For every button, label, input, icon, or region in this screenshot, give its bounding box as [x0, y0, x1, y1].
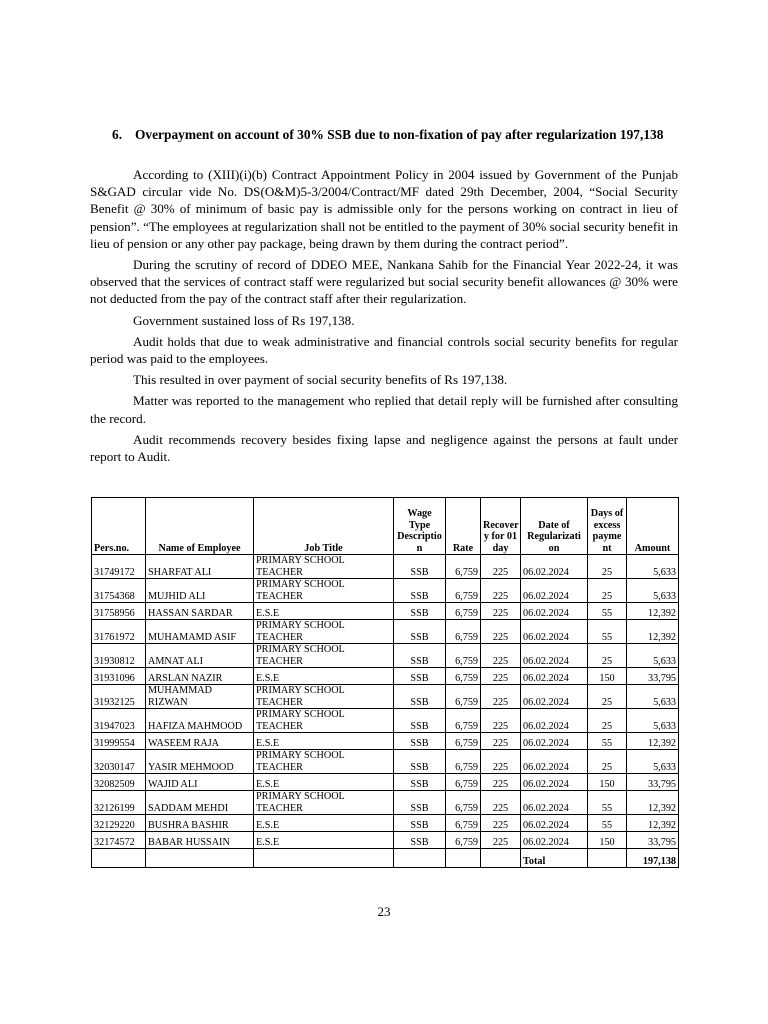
cell-wage-type: SSB — [394, 603, 446, 620]
cell-rate: 6,759 — [446, 668, 481, 685]
section-heading — [90, 127, 678, 143]
cell-rate: 6,759 — [446, 579, 481, 603]
cell-days: 25 — [588, 709, 627, 733]
table-total-row — [92, 849, 679, 868]
table-row — [92, 685, 679, 709]
cell-rate: 6,759 — [446, 603, 481, 620]
empty-cell — [92, 849, 146, 868]
paragraph-policy: According to (XIII)(i)(b) Contract Appointment Policy in 2004 issued by Government of the Punjab S&GAD circular vide No. DS(O&M)5-3/2004/Contract/MF dated 29th December, 2004, “Social Security Benefit @ 30% of minimum of basic pay is admissible only for the persons working on contract in lieu of pension”. “The employees at regularization shall not be entitled to the payment of 30% social security benefit in lieu of pension or any other pay package, being drawn by them during the contract period”. — [90, 167, 678, 251]
cell-name: MUHAMAMD ASIF — [146, 620, 254, 644]
cell-job-title: PRIMARY SCHOOL TEACHER — [254, 791, 394, 815]
cell-amount: 12,392 — [627, 791, 679, 815]
cell-rate: 6,759 — [446, 555, 481, 579]
cell-recovery: 225 — [481, 815, 521, 832]
section-title: Overpayment on account of 30% SSB due to non-fixation of pay after regularization 197,138 — [135, 127, 664, 142]
cell-date: 06.02.2024 — [521, 603, 588, 620]
cell-days: 25 — [588, 685, 627, 709]
cell-date: 06.02.2024 — [521, 709, 588, 733]
cell-job-title: PRIMARY SCHOOL TEACHER — [254, 644, 394, 668]
cell-date: 06.02.2024 — [521, 774, 588, 791]
cell-date: 06.02.2024 — [521, 750, 588, 774]
header-wage-type: Wage Type Descriptio n — [394, 498, 446, 555]
cell-name: SADDAM MEHDI — [146, 791, 254, 815]
cell-days: 150 — [588, 668, 627, 685]
table-row — [92, 668, 679, 685]
cell-job-title: E.S.E — [254, 733, 394, 750]
cell-job-title: E.S.E — [254, 774, 394, 791]
cell-pers-no: 31761972 — [92, 620, 146, 644]
header-date: Date of Regularizati on — [521, 498, 588, 555]
header-name: Name of Employee — [146, 498, 254, 555]
cell-date: 06.02.2024 — [521, 644, 588, 668]
overpayment-table — [91, 497, 679, 868]
cell-wage-type: SSB — [394, 555, 446, 579]
cell-days: 150 — [588, 774, 627, 791]
cell-pers-no: 32129220 — [92, 815, 146, 832]
cell-amount: 5,633 — [627, 685, 679, 709]
cell-rate: 6,759 — [446, 620, 481, 644]
cell-recovery: 225 — [481, 791, 521, 815]
cell-pers-no: 31754368 — [92, 579, 146, 603]
cell-days: 55 — [588, 733, 627, 750]
cell-name: HAFIZA MAHMOOD — [146, 709, 254, 733]
cell-recovery: 225 — [481, 555, 521, 579]
cell-job-title: PRIMARY SCHOOL TEACHER — [254, 685, 394, 709]
cell-recovery: 225 — [481, 832, 521, 849]
cell-days: 25 — [588, 555, 627, 579]
cell-rate: 6,759 — [446, 750, 481, 774]
table-row — [92, 791, 679, 815]
cell-days: 55 — [588, 603, 627, 620]
cell-pers-no: 31932125 — [92, 685, 146, 709]
header-rate: Rate — [446, 498, 481, 555]
cell-amount: 5,633 — [627, 555, 679, 579]
cell-date: 06.02.2024 — [521, 832, 588, 849]
cell-name: BUSHRA BASHIR — [146, 815, 254, 832]
table-row — [92, 832, 679, 849]
cell-wage-type: SSB — [394, 579, 446, 603]
cell-pers-no: 31930812 — [92, 644, 146, 668]
cell-recovery: 225 — [481, 579, 521, 603]
cell-amount: 33,795 — [627, 832, 679, 849]
empty-cell — [446, 849, 481, 868]
cell-amount: 33,795 — [627, 668, 679, 685]
paragraph-recommendation: Audit recommends recovery besides fixing lapse and negligence against the persons at fault under report to Audit. — [90, 431, 678, 465]
cell-pers-no: 32030147 — [92, 750, 146, 774]
cell-date: 06.02.2024 — [521, 685, 588, 709]
cell-recovery: 225 — [481, 750, 521, 774]
cell-pers-no: 31931096 — [92, 668, 146, 685]
cell-name: WASEEM RAJA — [146, 733, 254, 750]
cell-job-title: E.S.E — [254, 668, 394, 685]
cell-amount: 12,392 — [627, 815, 679, 832]
cell-pers-no: 31758956 — [92, 603, 146, 620]
cell-job-title: PRIMARY SCHOOL TEACHER — [254, 555, 394, 579]
cell-recovery: 225 — [481, 733, 521, 750]
table-row — [92, 555, 679, 579]
cell-wage-type: SSB — [394, 733, 446, 750]
cell-rate: 6,759 — [446, 709, 481, 733]
table-body — [92, 555, 679, 868]
cell-pers-no: 32174572 — [92, 832, 146, 849]
cell-job-title: PRIMARY SCHOOL TEACHER — [254, 709, 394, 733]
cell-pers-no: 32082509 — [92, 774, 146, 791]
cell-rate: 6,759 — [446, 815, 481, 832]
cell-days: 25 — [588, 750, 627, 774]
header-pers-no: Pers.no. — [92, 498, 146, 555]
table-row — [92, 815, 679, 832]
cell-name: SHARFAT ALI — [146, 555, 254, 579]
cell-name: MUHAMMAD RIZWAN — [146, 685, 254, 709]
cell-rate: 6,759 — [446, 733, 481, 750]
cell-recovery: 225 — [481, 620, 521, 644]
cell-wage-type: SSB — [394, 685, 446, 709]
paragraph-result: This resulted in over payment of social security benefits of Rs 197,138. — [133, 372, 508, 388]
cell-pers-no: 32126199 — [92, 791, 146, 815]
table-header-row — [92, 498, 679, 555]
cell-days: 25 — [588, 644, 627, 668]
cell-days: 25 — [588, 579, 627, 603]
cell-amount: 5,633 — [627, 750, 679, 774]
header-days: Days of excess payme nt — [588, 498, 627, 555]
cell-date: 06.02.2024 — [521, 579, 588, 603]
table-row — [92, 750, 679, 774]
paragraph-loss: Government sustained loss of Rs 197,138. — [133, 312, 355, 328]
cell-amount: 5,633 — [627, 709, 679, 733]
cell-wage-type: SSB — [394, 815, 446, 832]
cell-wage-type: SSB — [394, 774, 446, 791]
empty-cell — [254, 849, 394, 868]
table-row — [92, 709, 679, 733]
cell-amount: 12,392 — [627, 620, 679, 644]
empty-cell — [481, 849, 521, 868]
header-job-title: Job Title — [254, 498, 394, 555]
cell-date: 06.02.2024 — [521, 620, 588, 644]
cell-date: 06.02.2024 — [521, 791, 588, 815]
cell-date: 06.02.2024 — [521, 733, 588, 750]
cell-days: 150 — [588, 832, 627, 849]
page-number: 23 — [377, 904, 391, 919]
table-row — [92, 733, 679, 750]
paragraph-audit-holds: Audit holds that due to weak administrative and financial controls social security benefits for regular period was paid to the employees. — [90, 333, 678, 367]
cell-wage-type: SSB — [394, 620, 446, 644]
section-body — [90, 166, 678, 469]
cell-job-title: PRIMARY SCHOOL TEACHER — [254, 579, 394, 603]
cell-date: 06.02.2024 — [521, 815, 588, 832]
empty-cell — [394, 849, 446, 868]
cell-days: 55 — [588, 620, 627, 644]
cell-rate: 6,759 — [446, 644, 481, 668]
cell-pers-no: 31947023 — [92, 709, 146, 733]
cell-wage-type: SSB — [394, 668, 446, 685]
cell-days: 55 — [588, 815, 627, 832]
cell-job-title: E.S.E — [254, 603, 394, 620]
cell-wage-type: SSB — [394, 644, 446, 668]
cell-amount: 5,633 — [627, 644, 679, 668]
cell-rate: 6,759 — [446, 685, 481, 709]
paragraph-management-reply: Matter was reported to the management who replied that detail reply will be furnished after consulting the record. — [90, 393, 678, 426]
cell-name: AMNAT ALI — [146, 644, 254, 668]
cell-wage-type: SSB — [394, 709, 446, 733]
table-row — [92, 579, 679, 603]
total-amount: 197,138 — [627, 849, 679, 868]
header-recovery: Recover y for 01 day — [481, 498, 521, 555]
cell-name: WAJID ALI — [146, 774, 254, 791]
cell-recovery: 225 — [481, 709, 521, 733]
cell-recovery: 225 — [481, 668, 521, 685]
cell-days: 55 — [588, 791, 627, 815]
section-number: 6. — [112, 127, 123, 142]
cell-job-title: PRIMARY SCHOOL TEACHER — [254, 750, 394, 774]
cell-wage-type: SSB — [394, 750, 446, 774]
cell-name: HASSAN SARDAR — [146, 603, 254, 620]
cell-amount: 12,392 — [627, 733, 679, 750]
cell-pers-no: 31999554 — [92, 733, 146, 750]
cell-name: YASIR MEHMOOD — [146, 750, 254, 774]
cell-rate: 6,759 — [446, 832, 481, 849]
cell-recovery: 225 — [481, 685, 521, 709]
empty-cell — [146, 849, 254, 868]
cell-name: MUJHID ALI — [146, 579, 254, 603]
cell-recovery: 225 — [481, 644, 521, 668]
cell-amount: 5,633 — [627, 579, 679, 603]
cell-date: 06.02.2024 — [521, 555, 588, 579]
cell-job-title: E.S.E — [254, 832, 394, 849]
cell-name: ARSLAN NAZIR — [146, 668, 254, 685]
cell-wage-type: SSB — [394, 791, 446, 815]
cell-amount: 33,795 — [627, 774, 679, 791]
cell-wage-type: SSB — [394, 832, 446, 849]
cell-rate: 6,759 — [446, 791, 481, 815]
cell-job-title: E.S.E — [254, 815, 394, 832]
total-label: Total — [521, 849, 588, 868]
header-amount: Amount — [627, 498, 679, 555]
cell-recovery: 225 — [481, 603, 521, 620]
empty-cell — [588, 849, 627, 868]
cell-pers-no: 31749172 — [92, 555, 146, 579]
table-row — [92, 774, 679, 791]
cell-rate: 6,759 — [446, 774, 481, 791]
table-row — [92, 644, 679, 668]
table-row — [92, 620, 679, 644]
cell-name: BABAR HUSSAIN — [146, 832, 254, 849]
cell-date: 06.02.2024 — [521, 668, 588, 685]
cell-job-title: PRIMARY SCHOOL TEACHER — [254, 620, 394, 644]
cell-recovery: 225 — [481, 774, 521, 791]
cell-amount: 12,392 — [627, 603, 679, 620]
paragraph-scrutiny: During the scrutiny of record of DDEO MEE, Nankana Sahib for the Financial Year 2022-24, it was observed that the services of contract staff were regularized but social security benefit allowances @ 30% were not deducted from the pay of the contract staff after their regularization. — [90, 257, 678, 307]
table-row — [92, 603, 679, 620]
